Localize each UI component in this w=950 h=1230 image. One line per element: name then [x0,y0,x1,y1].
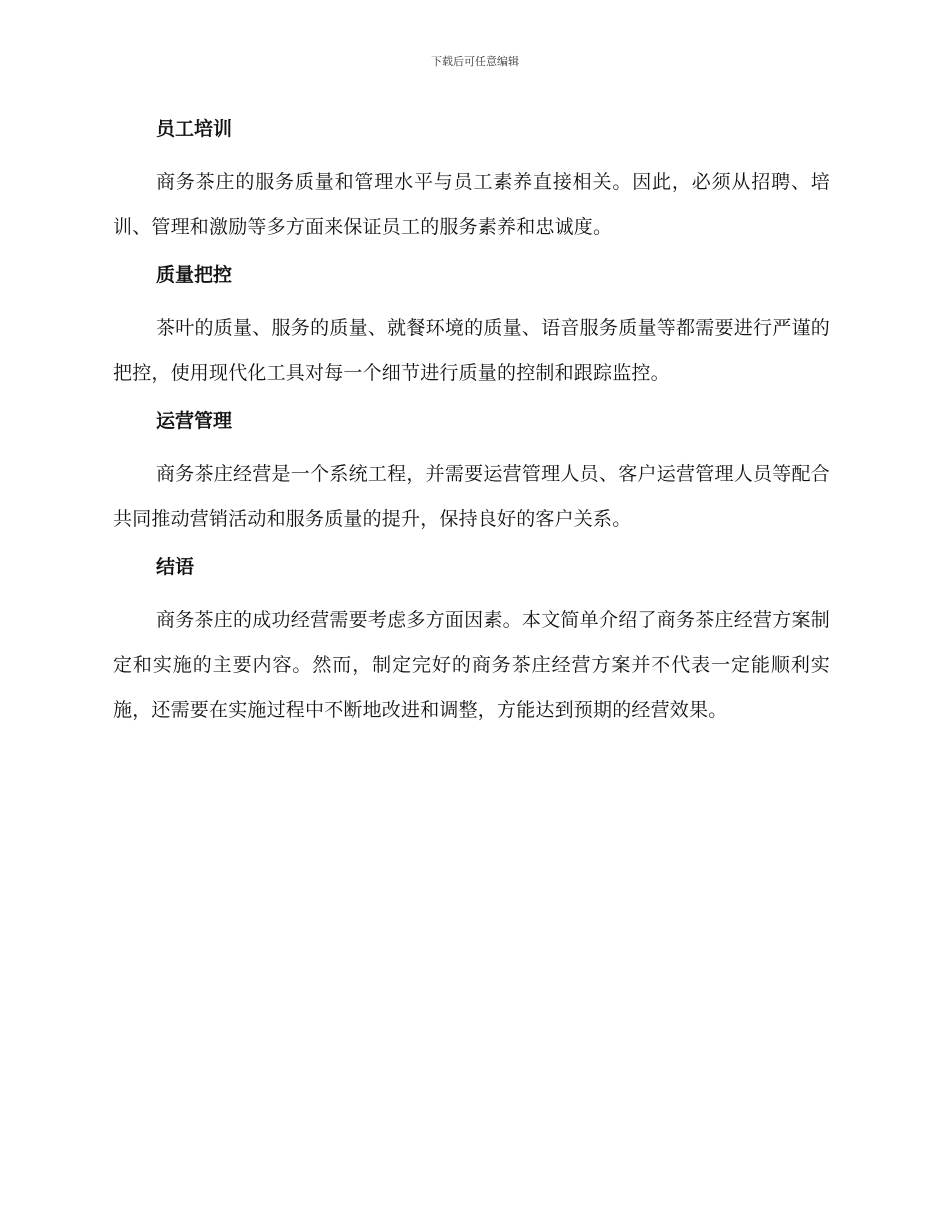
section-paragraph-staff-training: 商务茶庄的服务质量和管理水平与员工素养直接相关。因此，必须从招聘、培训、管理和激励等多方面来保证员工的服务素养和忠诚度。 [113,171,830,238]
section-heading-quality-control: 质量把控 [156,264,233,286]
page-header-note: 下载后可任意编辑 [431,55,519,68]
section-heading-conclusion: 结语 [156,556,195,578]
section-paragraph-conclusion: 商务茶庄的成功经营需要考虑多方面因素。本文简单介绍了商务茶庄经营方案制定和实施的主要内容。然而，制定完好的商务茶庄经营方案并不代表一定能顺利实施，还需要在实施过程中不断地改进和调整，方能达到预期的经营效果。 [113,609,830,721]
section-paragraph-operations-management: 商务茶庄经营是一个系统工程，并需要运营管理人员、客户运营管理人员等配合共同推动营销活动和服务质量的提升，保持良好的客户关系。 [113,463,830,530]
document-body [113,112,830,733]
section-heading-staff-training: 员工培训 [156,118,233,140]
section-heading-operations-management: 运营管理 [156,410,233,432]
section-paragraph-quality-control: 茶叶的质量、服务的质量、就餐环境的质量、语音服务质量等都需要进行严谨的把控，使用现代化工具对每一个细节进行质量的控制和跟踪监控。 [113,317,830,384]
